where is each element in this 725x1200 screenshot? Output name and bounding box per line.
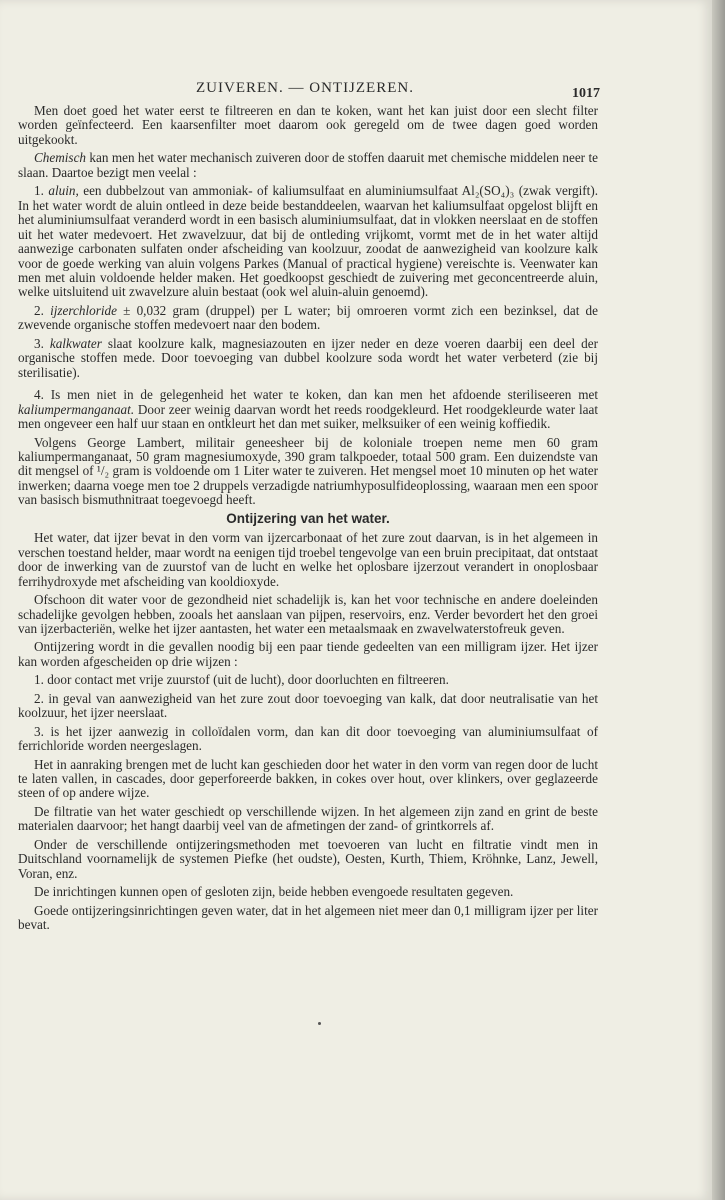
term-aluin: aluin, xyxy=(48,183,79,199)
ink-speck xyxy=(318,1022,321,1025)
term-kaliumpermanganaat: kaliumpermanganaat. xyxy=(18,401,135,417)
paragraph-iron-intro: Het water, dat ijzer bevat in den vorm van ijzercarbonaat of het zure zout daarvan, is in het algemeen in verschen toestand helder, maar wordt na eenigen tijd troebel tengevolge van een bruin precipitaat, dat ontstaat door de inwerking van de zuurstof van de lucht en welke het oplosbare ijzerzout verandert in onoplosbaar ferrihydroxyde met afscheiding van kooldioxyde. xyxy=(18,530,598,589)
paragraph-filter-advice: Men doet goed het water eerst te filtreeren en dan te koken, want het kan juist door een slecht filter worden geïnfecteerd. Een kaarsenfilter moet daarom ook geregeld om de twee dagen goed worden uitgekookt. xyxy=(18,103,598,147)
paragraph-kalkwater: 3. kalkwater slaat koolzure kalk, magnesiazouten en ijzer neder en deze voeren daarbij een deel der organische stoffen mede. Door toevoeging van dubbel koolzure soda wordt het water verbeterd (zie bij sterilisatie). xyxy=(18,335,598,380)
section-title-ontijzering: Ontijzering van het water. xyxy=(226,510,390,526)
paragraph-kaliumpermanganaat: 4. Is men niet in de gelegenheid het water te koken, dan kan men het afdoende steriliseeren met kaliumpermanganaat. Door zeer weinig daarvan wordt het reeds roodgekleurd. Het roodgekleurde water laat men ongeveer een half uur staan en ontkleurt het dan met suiker, melksuiker of een weinig koffiedik. xyxy=(18,387,598,432)
paragraph-systems: Onder de verschillende ontijzeringsmethoden met toevoeren van lucht en filtratie vindt men in Duitschland voornamelijk de systemen Piefke (het oudste), Oesten, Kurth, Thiem, Kröhnke, Lanz, Jewell, Voran, enz. xyxy=(18,836,598,881)
paragraph-method-2: 2. in geval van aanwezigheid van het zure zout door toevoeging van kalk, dat door neutralisatie van het koolzuur, het ijzer neerslaat. xyxy=(18,690,598,721)
paragraph-lambert: Volgens George Lambert, militair geneesheer bij de koloniale troepen neme men 60 gram kaliumpermanganaat, 50 gram magnesiumoxyde, 390 gram talkpoeder, totaal 500 gram. Een duizendste van dit mengsel of ¹/₂ gram is voldoende om 1 Liter water te zuiveren. Het mengsel moet 10 minuten op het water inwerken; daarna voege men toe 2 druppels verzadigde natriumhyposulfideoplossing, waaraan men een spoor van basisch bismuthnitraat toegevoegd heeft. xyxy=(18,434,598,508)
term-ijzerchloride: ijzerchloride xyxy=(50,302,117,318)
paragraph-installations: De inrichtingen kunnen open of gesloten zijn, beide hebben evengoede resultaten gegeven. xyxy=(34,884,514,900)
paragraph-result: Goede ontijzeringsinrichtingen geven water, dat in het algemeen niet meer dan 0,1 milligram ijzer per liter bevat. xyxy=(18,902,598,933)
paragraph-ijzerchloride: 2. ijzerchloride ± 0,032 gram (druppel) per L water; bij omroeren vormt zich een bezinksel, dat de zwevende organische stoffen medevoert naar den bodem. xyxy=(18,302,599,333)
paragraph-method-3: 3. is het ijzer aanwezig in colloïdalen vorm, dan kan dit door toevoeging van aluminiumsulfaat of ferrichloride worden neergeslagen. xyxy=(18,723,598,754)
term-kalkwater: kalkwater xyxy=(49,335,102,351)
paragraph-aeration: Het in aanraking brengen met de lucht kan geschieden door het water in den vorm van regen door de lucht te laten vallen, in cascades, door geperforeerde bakken, in cokes over hout, over klinkers, over geglazeerde steen of op andere wijze. xyxy=(18,756,598,801)
running-title: ZUIVEREN. — ONTIJZEREN. xyxy=(196,80,414,96)
paragraph-filtration: De filtratie van het water geschiedt op verschillende wijzen. In het algemeen zijn zand en grint de beste materialen daarvoor; het hangt daarbij veel van de afmetingen der zand- of grintkorrels af. xyxy=(18,803,598,834)
paragraph-iron-methods: Ontijzering wordt in die gevallen noodig bij een paar tiende gedeelten van een milligram ijzer. Het ijzer kan worden afgescheiden op drie wijzen : xyxy=(18,639,598,669)
body-text xyxy=(18,104,598,937)
paragraph-method-1: 1. door contact met vrije zuurstof (uit de lucht), door doorluchten en filtreeren. xyxy=(34,672,449,688)
page-header xyxy=(0,80,712,104)
term-chemisch: Chemisch xyxy=(34,150,87,166)
page-number: 1017 xyxy=(572,86,600,101)
paragraph-iron-harm: Ofschoon dit water voor de gezondheid niet schadelijk is, kan het voor technische en andere doeleinden schadelijke gevolgen hebben, zooals het aanslaan van pijpen, reservoirs, enz. Verder bevordert het den groei van ijzerbacteriën, welke het ijzer aantasten, het water een metaalsmaak en zwavelwaterstofreuk geven. xyxy=(18,592,598,636)
page-edge xyxy=(712,0,725,1200)
paragraph-aluin: 1. aluin, een dubbelzout van ammoniak- of kaliumsulfaat en aluminiumsulfaat Al₂(SO₄)₃ (zwak vergift). In het water wordt de aluin ontleed in deze beide bestanddeelen, waarvan het kaliumsulfaat opgelost blijft en het aluminiumsulfaat veranderd wordt in een basisch aluminiumsulfaat, dat in vlokken neerslaat en de stoffen uit het water medevoert. Het zwavelzuur, dat bij de ontleding vrijkomt, vormt met de in het water altijd aanwezige carbonaten sulfaten onder afscheiding van koolzuur, zoodat de aanwezigheid van koolzure kalk voor de goede werking van aluin volgens Parkes (Manual of practical hygiene) vereischte is. Veenwater kan men met aluin voldoende helder maken. Het goedkoopst geschiedt de zuivering met geconcentreerde aluin, welke uitsluitend uit zwavelzure aluin bestaat (ook wel aluin-aluin genoemd). xyxy=(18,183,599,300)
paragraph-chemical-intro: Chemisch kan men het water mechanisch zuiveren door de stoffen daaruit met chemische middelen neer te slaan. Daartoe bezigt men veelal : xyxy=(18,150,598,180)
